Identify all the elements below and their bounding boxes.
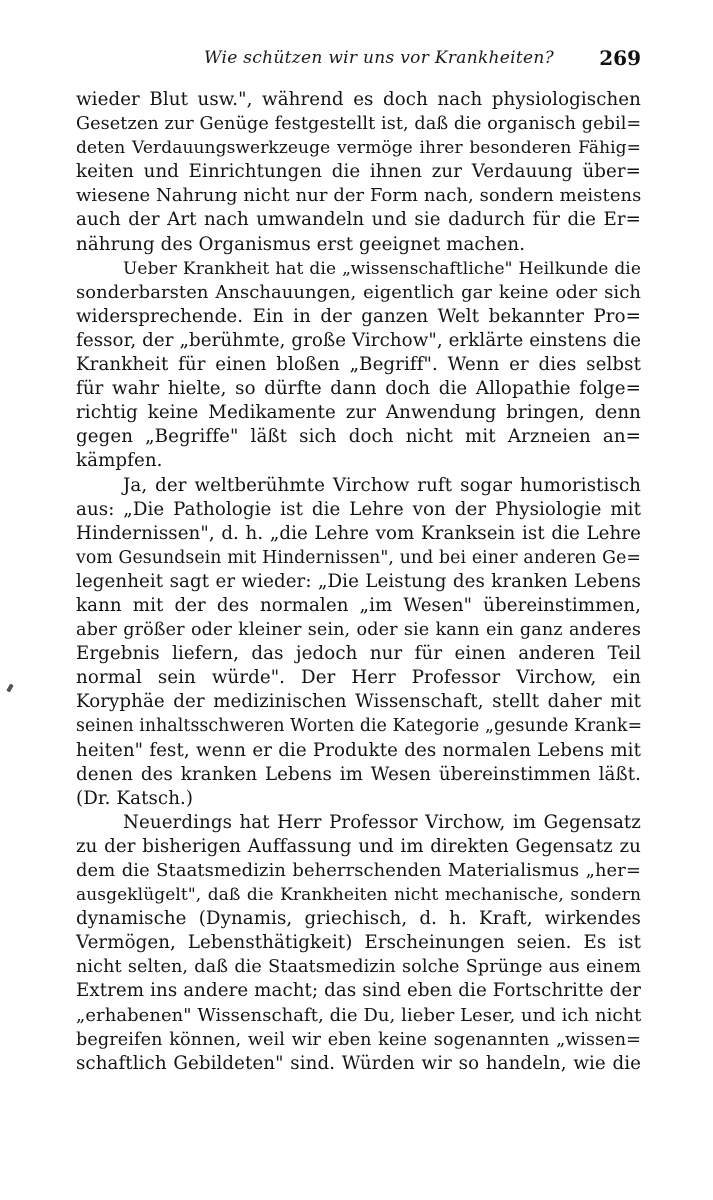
text-line: wiesene Nahrung nicht nur der Form nach, sondern meistens [76,185,642,207]
text-line: ausgeklügelt", daß die Krankheiten nicht mechanische, sondern [76,885,641,906]
page-header [76,44,641,74]
text-line: normal sein würde". Der Herr Professor Virchow, ein [76,667,641,689]
text-line: nicht selten, daß die Staatsmedizin solche Sprünge aus einem [76,957,641,978]
text-line: denen des kranken Lebens im Wesen übereinstimmen läßt. [76,763,641,785]
text-line: sonderbarsten Anschauungen, eigentlich gar keine oder sich [76,281,641,303]
text-line: Ueber Krankheit hat die „wissenschaftliche" Heilkunde die [123,258,641,279]
text-line: Neuerdings hat Herr Professor Virchow, im Gegensatz [123,811,641,833]
text-line: Vermögen, Lebensthätigkeit) Erscheinungen seien. Es ist [76,932,641,954]
text-line: vom Gesundsein mit Hindernissen", und bei einer anderen Ge= [76,547,641,568]
text-line: für wahr hielte, so dürfte dann doch die Allopathie folge= [76,378,641,400]
text-line: fessor, der „berühmte, große Virchow", erklärte einstens die [76,329,642,351]
text-line: kann mit der des normalen „im Wesen" übereinstimmen, [76,594,641,616]
text-line: dem die Staatsmedizin beherrschenden Materialismus „her= [76,860,641,881]
text-line: wieder Blut usw.", während es doch nach physiologischen [76,89,641,110]
running-title: Wie schützen wir uns vor Krankheiten? [204,48,555,68]
text-line: „erhabenen" Wissenschaft, die Du, lieber Leser, und ich nicht [76,1004,642,1026]
text-line: deten Verdauungswerkzeuge vermöge ihrer besonderen Fähig= [76,138,641,159]
text-line: widersprechende. Ein in der ganzen Welt bekannter Pro= [76,305,641,327]
text-line: schaftlich Gebildeten" sind. Würden wir so handeln, wie die [76,1052,641,1074]
text-line: heiten" fest, wenn er die Produkte des normalen Lebens mit [76,739,641,761]
text-line: gegen „Begriffe" läßt sich doch nicht mit Arzneien an= [76,426,641,448]
page-number: 269 [599,46,641,70]
text-line: keiten und Einrichtungen die ihnen zur Verdauung über= [76,161,641,183]
text-line: kämpfen. [76,450,163,472]
text-line: zu der bisherigen Auffassung und im direkten Gegensatz zu [76,835,641,857]
text-line: Ergebnis liefern, das jedoch nur für einen anderen Teil [76,643,641,665]
text-line: Koryphäe der medizinischen Wissenschaft, stellt daher mit [76,691,641,713]
text-line: nährung des Organismus erst geeignet machen. [76,233,526,255]
margin-speck [6,684,13,693]
text-line: Extrem ins andere macht; das sind eben die Fortschritte der [76,980,641,1002]
text-line: Krankheit für einen bloßen „Begriff". Wenn er dies selbst [76,354,641,376]
text-line: Hindernissen", d. h. „die Lehre vom Kranksein ist die Lehre [76,522,641,544]
text-line: aus: „Die Pathologie ist die Lehre von der Physiologie mit [76,498,641,520]
text-line: dynamische (Dynamis, griechisch, d. h. Kraft, wirkendes [76,908,641,930]
text-line: aber größer oder kleiner sein, oder sie kann ein ganz anderes [76,620,641,641]
text-line: auch der Art nach umwandeln und sie dadurch für die Er= [76,209,641,231]
text-line: seinen inhaltsschweren Worten die Kategorie „gesunde Krank= [76,716,643,737]
text-line: (Dr. Katsch.) [76,787,194,809]
text-line: legenheit sagt er wieder: „Die Leistung des kranken Lebens [76,570,641,592]
text-line: richtig keine Medikamente zur Anwendung bringen, denn [76,402,641,424]
text-line: Gesetzen zur Genüge festgestellt ist, daß die organisch gebil= [76,114,642,135]
text-line: Ja, der weltberühmte Virchow ruft sogar humoristisch [123,474,641,496]
body-text [76,88,641,1076]
text-line: begreifen können, weil wir eben keine sogenannten „wissen= [76,1029,641,1050]
